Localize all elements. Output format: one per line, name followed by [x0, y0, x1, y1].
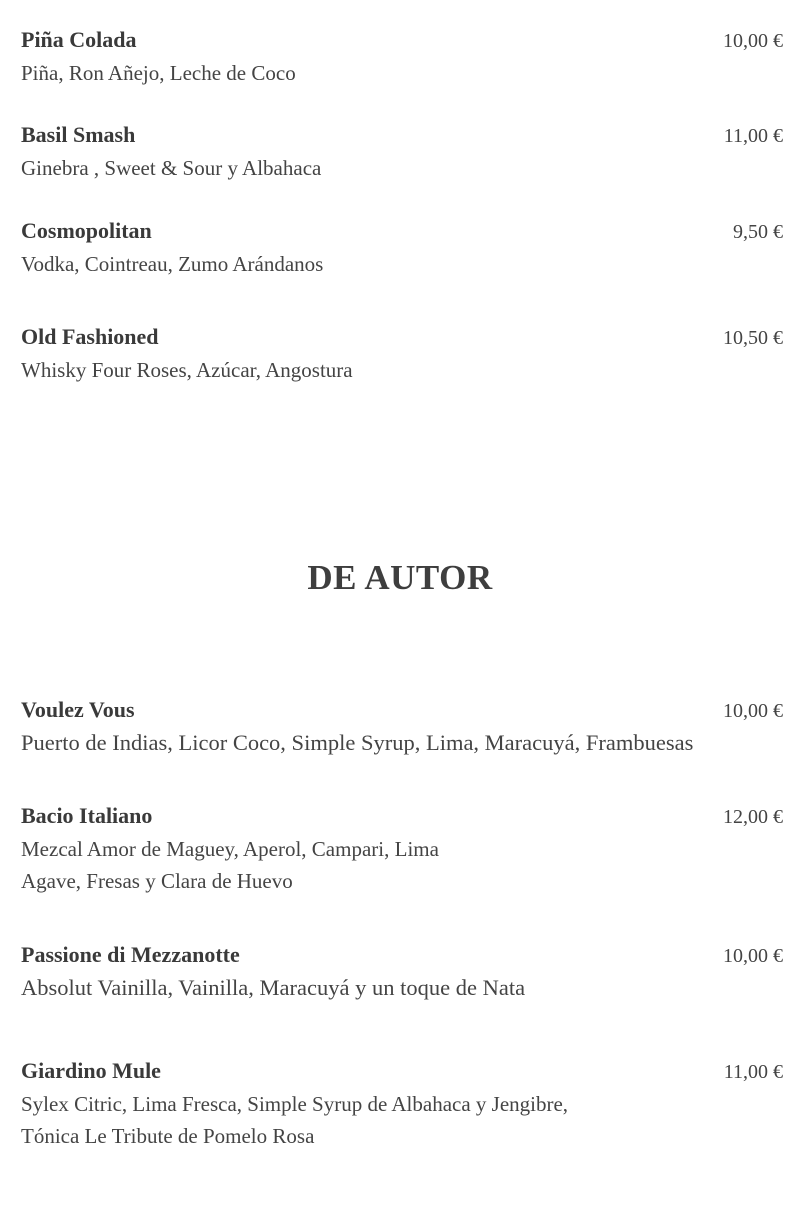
- menu-item-cosmopolitan: [21, 217, 783, 280]
- item-description-line: Agave, Fresas y Clara de Huevo: [21, 869, 293, 893]
- menu-item-pina-colada: [21, 26, 783, 89]
- menu-item-voulez-vous: [21, 696, 783, 759]
- item-name: Basil Smash: [21, 122, 136, 147]
- menu-item-giardino-mule: [21, 1057, 783, 1152]
- item-description-line: Sylex Citric, Lima Fresca, Simple Syrup de Albahaca y Jengibre,: [21, 1092, 569, 1116]
- item-name: Giardino Mule: [21, 1058, 161, 1083]
- item-description: Absolut Vainilla, Vainilla, Maracuyá y un toque de Nata: [21, 975, 526, 1000]
- item-name: Piña Colada: [21, 27, 137, 52]
- menu-item-passione-di-mezzanotte: [21, 941, 783, 1004]
- item-price: 10,50 €: [723, 327, 783, 349]
- item-description-line: Mezcal Amor de Maguey, Aperol, Campari, Lima: [21, 837, 439, 861]
- item-description: Piña, Ron Añejo, Leche de Coco: [21, 61, 296, 85]
- item-description: Ginebra , Sweet & Sour y Albahaca: [21, 156, 322, 180]
- item-price: 11,00 €: [723, 125, 783, 147]
- item-price: 12,00 €: [723, 806, 783, 828]
- item-name: Voulez Vous: [21, 697, 135, 722]
- item-price: 10,00 €: [723, 700, 783, 722]
- item-description: Vodka, Cointreau, Zumo Arándanos: [21, 252, 324, 276]
- item-name: Old Fashioned: [21, 324, 159, 349]
- menu-item-bacio-italiano: [21, 802, 783, 897]
- menu-item-basil-smash: [21, 121, 783, 184]
- item-name: Cosmopolitan: [21, 218, 152, 243]
- item-price: 10,00 €: [723, 945, 783, 967]
- section-title: DE AUTOR: [307, 558, 493, 597]
- item-price: 11,00 €: [723, 1061, 783, 1083]
- item-description-line: Tónica Le Tribute de Pomelo Rosa: [21, 1124, 315, 1148]
- item-description: Puerto de Indias, Licor Coco, Simple Syrup, Lima, Maracuyá, Frambuesas: [21, 730, 694, 755]
- item-name: Bacio Italiano: [21, 803, 153, 828]
- item-name: Passione di Mezzanotte: [21, 942, 240, 967]
- item-price: 9,50 €: [733, 221, 783, 243]
- menu-item-old-fashioned: [21, 323, 783, 386]
- item-description: Whisky Four Roses, Azúcar, Angostura: [21, 358, 353, 382]
- item-price: 10,00 €: [723, 30, 783, 52]
